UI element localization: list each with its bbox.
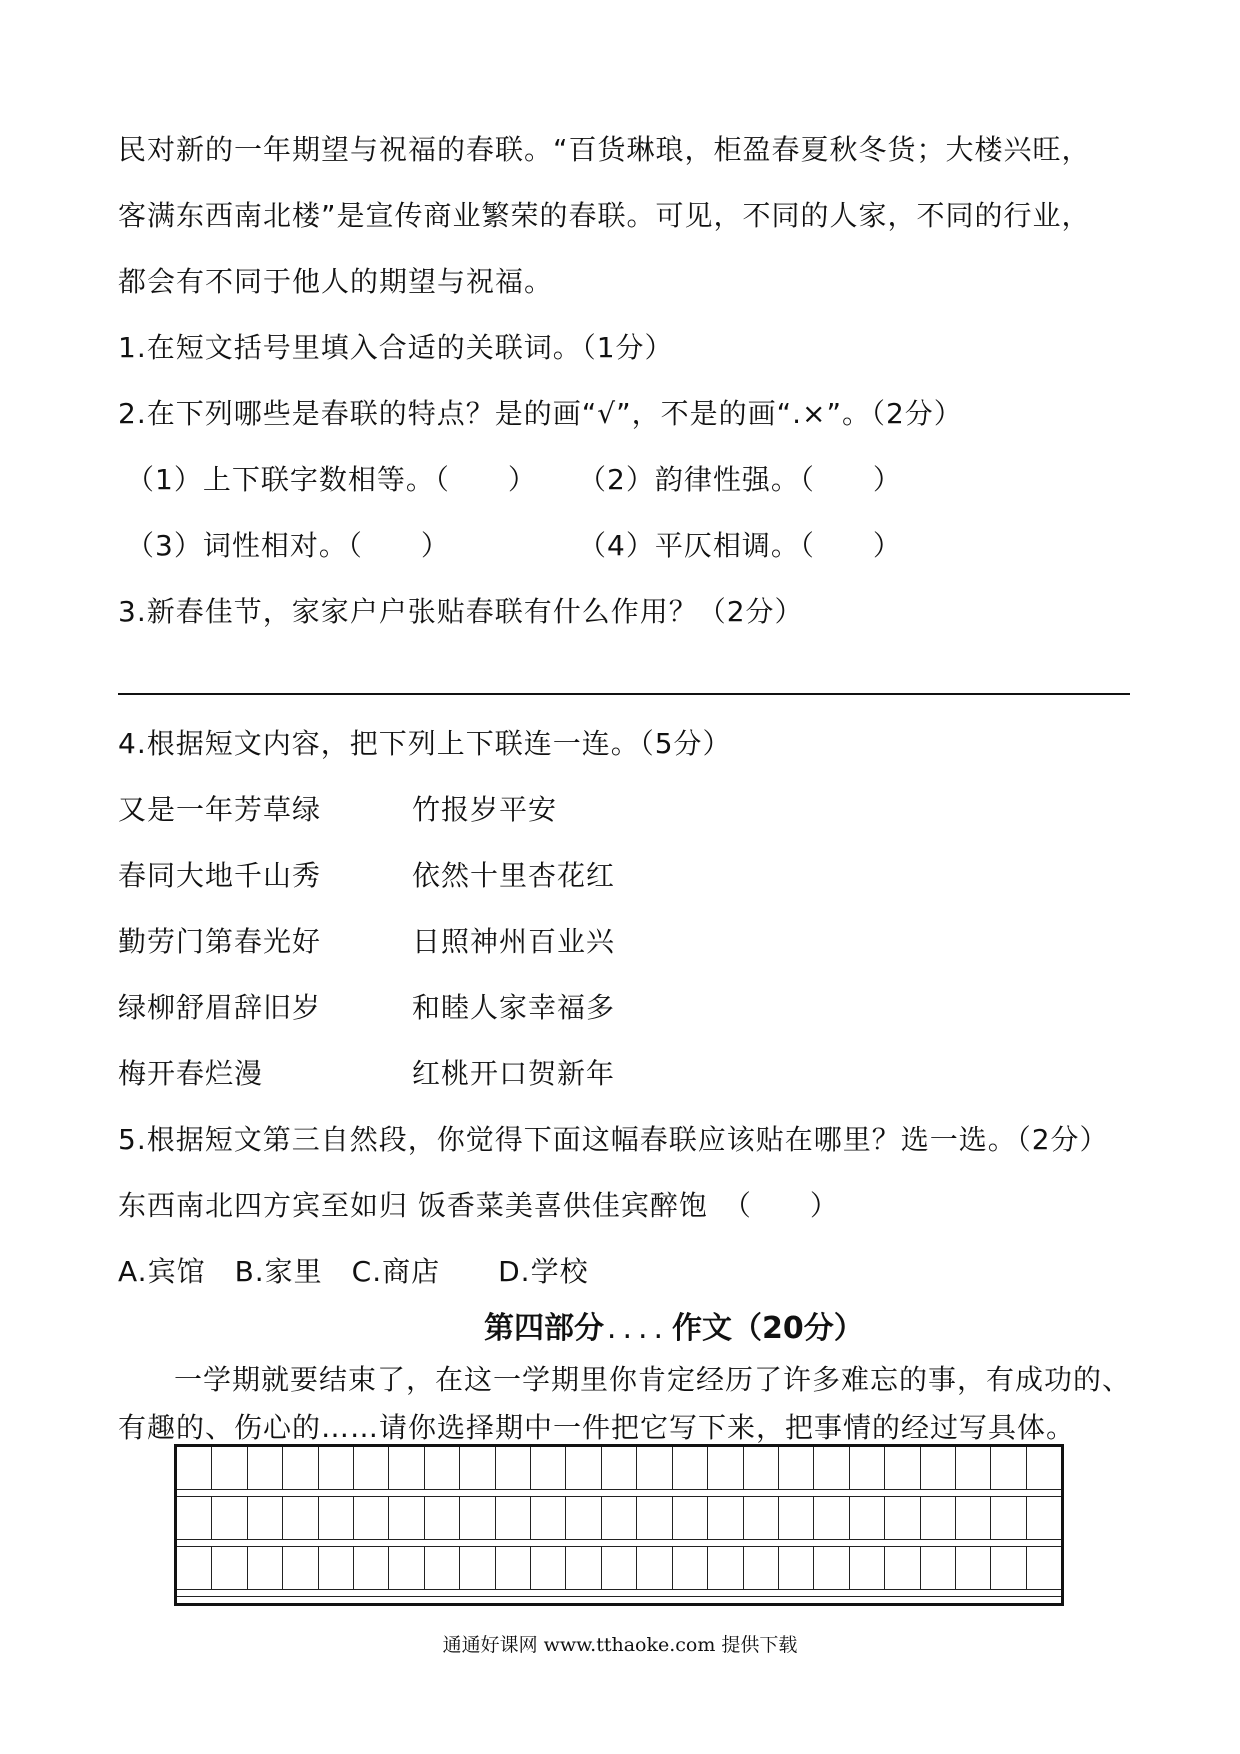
writing-grid[interactable] <box>174 1444 1064 1606</box>
grid-cell[interactable] <box>956 1547 991 1589</box>
grid-cell[interactable] <box>496 1497 531 1539</box>
grid-cell[interactable] <box>779 1547 814 1589</box>
q2-item-3: （3）词性相对。（ ） <box>126 529 450 562</box>
grid-cell[interactable] <box>354 1447 389 1489</box>
grid-cell[interactable] <box>779 1447 814 1489</box>
grid-cell[interactable] <box>425 1447 460 1489</box>
question-1: 1.在短文括号里填入合适的关联词。（1分） <box>118 331 674 364</box>
grid-cell[interactable] <box>991 1497 1026 1539</box>
grid-cell[interactable] <box>212 1547 247 1589</box>
grid-cell[interactable] <box>921 1547 956 1589</box>
couplet-left-4: 绿柳舒眉辞旧岁 <box>118 991 322 1024</box>
grid-cell[interactable] <box>425 1497 460 1539</box>
section-title <box>484 1309 864 1349</box>
grid-cell[interactable] <box>566 1547 601 1589</box>
grid-cell[interactable] <box>673 1497 708 1539</box>
couplet-right-5: 红桃开口贺新年 <box>412 1057 616 1090</box>
grid-cell[interactable] <box>248 1547 283 1589</box>
grid-cell[interactable] <box>708 1497 743 1539</box>
grid-cell[interactable] <box>991 1547 1026 1589</box>
question-5: 5.根据短文第三自然段，你觉得下面这幅春联应该贴在哪里？选一选。（2分） <box>118 1123 1109 1156</box>
grid-cell[interactable] <box>389 1447 424 1489</box>
grid-cell[interactable] <box>319 1447 354 1489</box>
grid-cell[interactable] <box>496 1447 531 1489</box>
passage-line-1: 民对新的一年期望与祝福的春联。“百货琳琅，柜盈春夏秋冬货；大楼兴旺， <box>118 133 1091 166</box>
grid-cell[interactable] <box>354 1497 389 1539</box>
grid-cell[interactable] <box>566 1447 601 1489</box>
grid-cell[interactable] <box>991 1447 1026 1489</box>
grid-cell[interactable] <box>814 1497 849 1539</box>
question-2: 2.在下列哪些是春联的特点？是的画“√”，不是的画“.×”。（2分） <box>118 397 963 430</box>
couplet-left-1: 又是一年芳草绿 <box>118 793 322 826</box>
grid-cell[interactable] <box>566 1497 601 1539</box>
grid-cell[interactable] <box>283 1497 318 1539</box>
passage-line-2: 客满东西南北楼”是宣传商业繁荣的春联。可见，不同的人家，不同的行业， <box>118 199 1091 232</box>
grid-cell[interactable] <box>744 1547 779 1589</box>
grid-cell[interactable] <box>283 1447 318 1489</box>
grid-cell[interactable] <box>319 1547 354 1589</box>
couplet-right-4: 和睦人家幸福多 <box>412 991 616 1024</box>
grid-cell[interactable] <box>354 1547 389 1589</box>
grid-cell[interactable] <box>283 1547 318 1589</box>
grid-cell[interactable] <box>921 1447 956 1489</box>
grid-cell[interactable] <box>460 1497 495 1539</box>
grid-cell[interactable] <box>708 1447 743 1489</box>
grid-row-2[interactable] <box>177 1497 1061 1539</box>
grid-cell[interactable] <box>602 1447 637 1489</box>
grid-cell[interactable] <box>779 1497 814 1539</box>
grid-cell[interactable] <box>425 1547 460 1589</box>
section-title-left: 第四部分 <box>484 1311 604 1346</box>
grid-cell[interactable] <box>1027 1447 1061 1489</box>
grid-cell[interactable] <box>850 1447 885 1489</box>
grid-cell[interactable] <box>956 1447 991 1489</box>
grid-cell[interactable] <box>1027 1497 1061 1539</box>
grid-cell[interactable] <box>708 1547 743 1589</box>
grid-cell[interactable] <box>850 1497 885 1539</box>
grid-row-1[interactable] <box>177 1447 1061 1489</box>
grid-cell[interactable] <box>248 1497 283 1539</box>
grid-gap-3 <box>177 1589 1061 1597</box>
grid-cell[interactable] <box>1027 1547 1061 1589</box>
grid-cell[interactable] <box>850 1547 885 1589</box>
grid-cell[interactable] <box>673 1547 708 1589</box>
grid-cell[interactable] <box>389 1547 424 1589</box>
grid-cell[interactable] <box>177 1497 212 1539</box>
grid-cell[interactable] <box>814 1447 849 1489</box>
grid-cell[interactable] <box>248 1447 283 1489</box>
grid-cell[interactable] <box>637 1497 672 1539</box>
footer-source: 通通好课网 www.tthaoke.com 提供下载 <box>442 1634 798 1656</box>
essay-prompt-line-1: 一学期就要结束了，在这一学期里你肯定经历了许多难忘的事，有成功的、 <box>174 1363 1132 1396</box>
grid-cell[interactable] <box>531 1547 566 1589</box>
couplet-right-1: 竹报岁平安 <box>412 793 558 826</box>
grid-cell[interactable] <box>319 1497 354 1539</box>
passage-line-3: 都会有不同于他人的期望与祝福。 <box>118 265 554 298</box>
grid-cell[interactable] <box>744 1497 779 1539</box>
question-4: 4.根据短文内容，把下列上下联连一连。（5分） <box>118 727 732 760</box>
grid-cell[interactable] <box>389 1497 424 1539</box>
q2-item-4: （4）平仄相调。（ ） <box>578 529 902 562</box>
grid-cell[interactable] <box>460 1547 495 1589</box>
q5-couplet: 东西南北四方宾至如归 饭香菜美喜供佳宾醉饱 （ ） <box>118 1189 839 1222</box>
q5-options: A.宾馆 B.家里 C.商店 D.学校 <box>118 1255 589 1288</box>
grid-cell[interactable] <box>212 1497 247 1539</box>
essay-prompt-line-2: 有趣的、伤心的……请你选择期中一件把它写下来，把事情的经过写具体。 <box>118 1411 1076 1444</box>
grid-cell[interactable] <box>212 1447 247 1489</box>
grid-cell[interactable] <box>637 1447 672 1489</box>
section-title-dots: .... <box>606 1311 670 1346</box>
grid-cell[interactable] <box>602 1497 637 1539</box>
grid-cell[interactable] <box>496 1547 531 1589</box>
couplet-left-2: 春同大地千山秀 <box>118 859 322 892</box>
grid-cell[interactable] <box>637 1547 672 1589</box>
question-3: 3.新春佳节，家家户户张贴春联有什么作用？（2分） <box>118 595 804 628</box>
grid-cell[interactable] <box>673 1447 708 1489</box>
grid-gap-1 <box>177 1489 1061 1497</box>
grid-cell[interactable] <box>956 1497 991 1539</box>
section-title-right: 作文（20分） <box>672 1311 864 1346</box>
q2-item-2: （2）韵律性强。（ ） <box>578 463 902 496</box>
grid-gap-2 <box>177 1539 1061 1547</box>
grid-cell[interactable] <box>531 1497 566 1539</box>
grid-cell[interactable] <box>885 1497 920 1539</box>
q2-item-1: （1）上下联字数相等。（ ） <box>126 463 537 496</box>
grid-cell[interactable] <box>460 1447 495 1489</box>
grid-row-3[interactable] <box>177 1547 1061 1589</box>
grid-cell[interactable] <box>814 1547 849 1589</box>
couplet-left-5: 梅开春烂漫 <box>118 1057 264 1090</box>
couplet-right-3: 日照神州百业兴 <box>412 925 616 958</box>
answer-line[interactable] <box>118 693 1130 695</box>
grid-cell[interactable] <box>744 1447 779 1489</box>
grid-cell[interactable] <box>885 1547 920 1589</box>
grid-cell[interactable] <box>531 1447 566 1489</box>
grid-cell[interactable] <box>177 1447 212 1489</box>
couplet-right-2: 依然十里杏花红 <box>412 859 616 892</box>
grid-cell[interactable] <box>177 1547 212 1589</box>
grid-cell[interactable] <box>602 1547 637 1589</box>
couplet-left-3: 勤劳门第春光好 <box>118 925 322 958</box>
grid-cell[interactable] <box>921 1497 956 1539</box>
grid-cell[interactable] <box>885 1447 920 1489</box>
